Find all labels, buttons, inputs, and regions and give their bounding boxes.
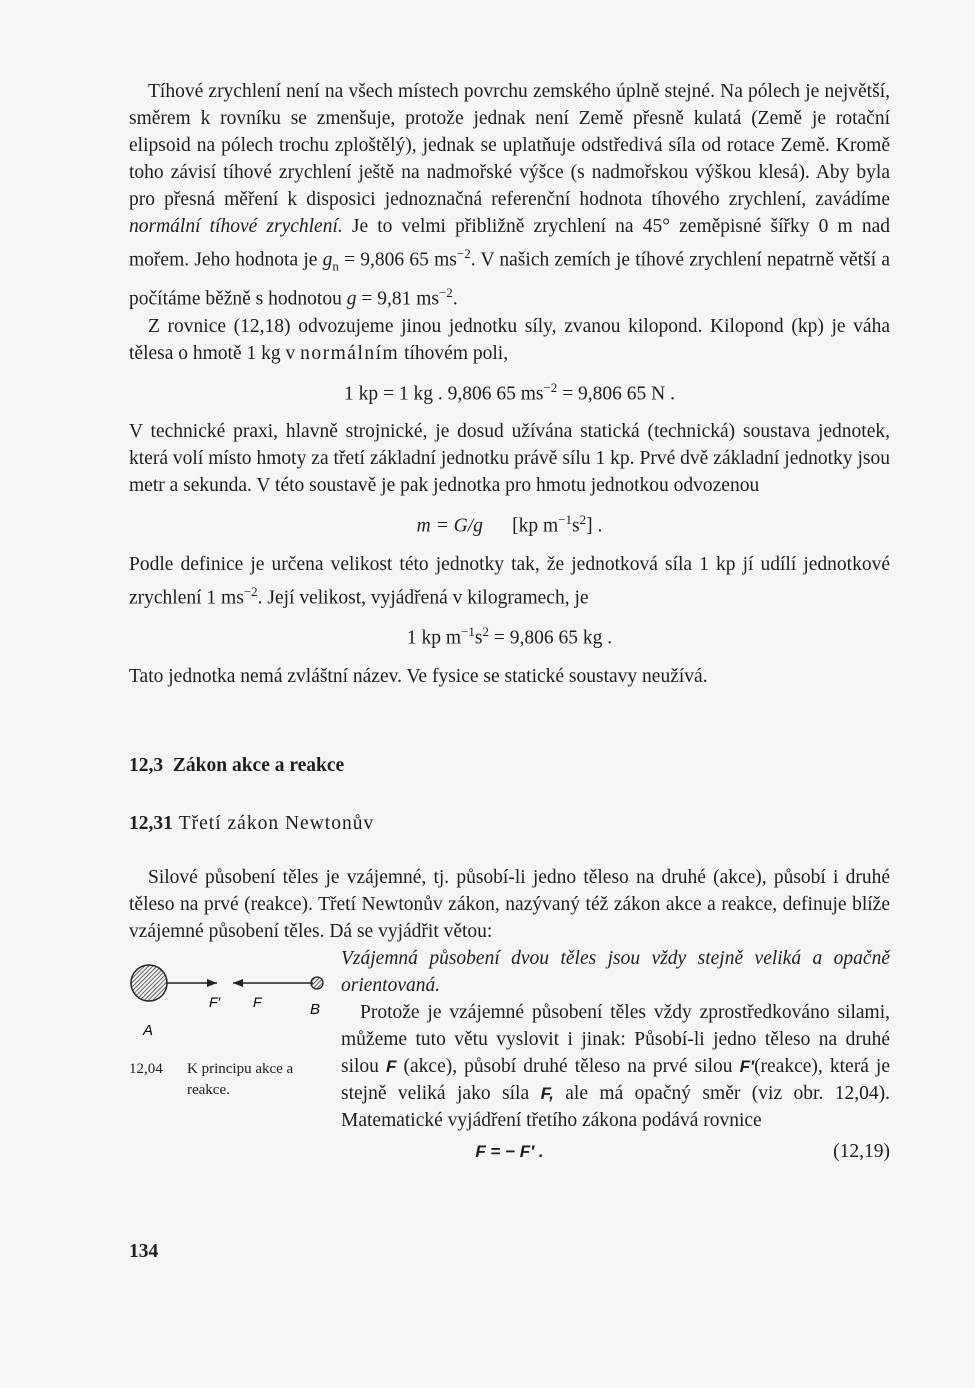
section-heading: 12,3 Zákon akce a reakce [129,754,345,776]
label-f: F [253,993,262,1010]
paragraph-technical-system: V technické praxi, hlavně strojnické, je dosud užívána statická (technická) soustava jednotek, která volí místo hmoty za třetí základní jednotku právě sílu 1 kp. Prvé dvě základní jednotky jsou metr a sekunda. V této soustavě je pak jednotka pro hmotu jednotkou odvozenou [129,421,890,497]
equation-third-law: F = − F′ . (12,19) [129,1138,890,1165]
subsection-heading: 12,31 Třetí zákon Newtonův [129,812,375,834]
equation-mass-unit: m = G/g [kp $m^{-1}s^2$] . [416,512,603,537]
equation-kg: 1 kp $m^{-1}s^2 = 9,806$ 65 kg . [406,624,613,649]
label-b: B [310,1000,321,1018]
equation-kilopond: 1 kp = 1 kg . 9,806 65 $ms^{-2} = 9,806$ 65 N . [343,379,676,405]
page-number: 134 [129,1241,159,1262]
paragraph-no-name: Tato jednotka nemá zvláštní název. Ve fysice se statické soustavy neužívá. [129,665,708,687]
paragraph-law-statement: Vzájemná působení dvou těles jsou vždy stejně veliká a opačně orientovaná. [341,947,890,996]
equation-number: (12,19) [833,1140,890,1162]
paragraph-gravity: Tíhové zrychlení není na všech místech povrchu zemského úplně stejné. Na pólech je největší, směrem k rovníku se zmenšuje, protože jednak není Země přesně kulatá (Země je rotační elipsoid na pólech trochu zploštělý), jednak se uplatňuje odstředivá síla od rotace Země. Kromě toho závisí tíhové zrychlení ještě na nadmořské výšce (s nadmořskou výškou klesá). Aby byla pro přesná měření k disposici jednoznačná referenční hodnota tíhového zrychlení, zavádíme normální tíhové zrychlení. Je to velmi přibližně zrychlení na 45° zeměpisné šířky 0 m nad mořem. Jeho hodnota je $g_n = 9,806$ 65 $ms^{-2}$. V našich zemích je tíhové zrychlení nepatrně větší a počítáme běžně s hodnotou g = 9,81 $ms^{-2}$. [129,81,891,310]
paragraph-forces: Protože je vzájemné působení těles vždy zprostředkováno silami, můžeme tuto větu vyslovit i jinak: Působí-li jedno těleso na druhé silou F (akce), působí druhé těleso na prvé silou F′(reakce), která je stejně veliká jako síla F, ale má opačný směr (viz obr. 12,04). Matematické vyjádření třetího zákona podává rovnice [341,1001,891,1131]
action-reaction-diagram [129,947,329,1057]
paragraph-kilopond: Z rovnice (12,18) odvozujeme jinou jednotku síly, zvanou kilopond. Kilopond (kp) je váha tělesa o hmotě 1 kg v normálním tíhovém poli, [129,315,890,364]
term-normal-gravity: normální tíhové zrychlení. [129,216,343,237]
figure-action-reaction: A F′ F B 12,04 K principu akce a reakce. [129,947,329,1127]
label-a: A [143,1021,154,1039]
body-b-circle [311,977,323,989]
label-f-prime: F′ [209,993,221,1010]
page-body [129,78,890,1176]
paragraph-definition: Podle definice je určena velikost této jednotky tak, že jednotková síla 1 kp jí udílí jednotkové zrychlení 1 $ms^{-2}$. Její velikost, vyjádřená v kilogramech, je [129,553,890,609]
body-a-circle [131,965,167,1001]
paragraph-mutual-action: Silové působení těles je vzájemné, tj. působí-li jedno těleso na druhé (akce), působí i druhé těleso na prvé (reakce). Třetí Newtonův zákon, nazývaný též zákon akce a reakce, definuje blíže vzájemné působení těles. Dá se vyjádřit větou: [129,866,890,942]
